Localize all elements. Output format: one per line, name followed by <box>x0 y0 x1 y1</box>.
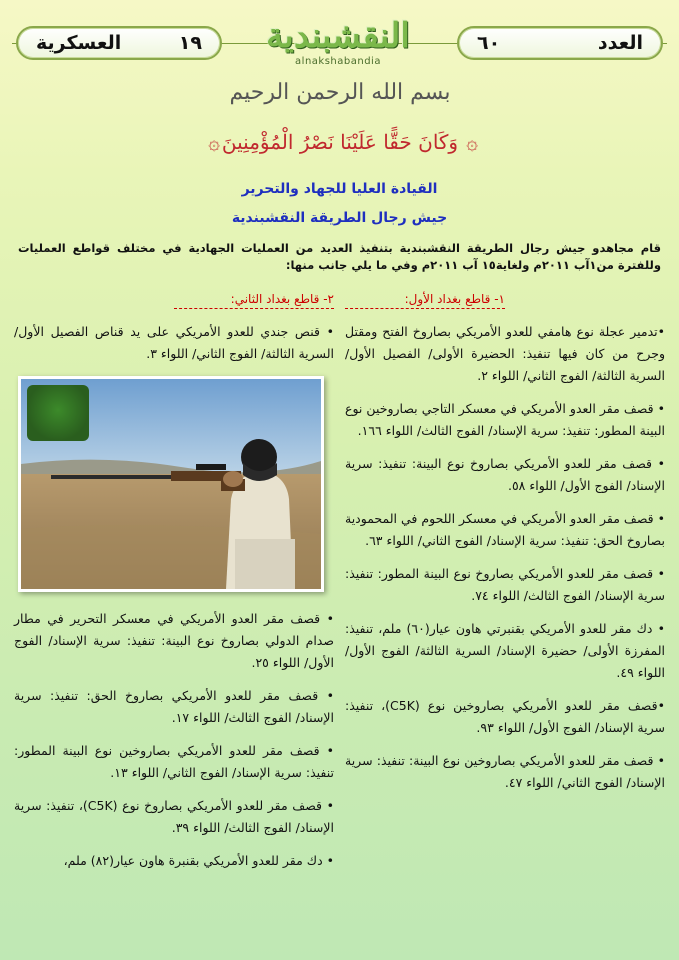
sector-1-heading: ١- قاطع بغداد الأول: <box>345 292 505 309</box>
list-item: • قصف مقر للعدو الأمريكي بصاروخ نوع البينة المطور: تنفيذ: سرية الإسناد/ الفوج الثالث/ اللواء ٧٤. <box>345 566 665 603</box>
title-command: القيادة العليا للجهاد والتحرير <box>241 181 438 197</box>
verse-text: وَكَانَ حَقًّا عَلَيْنَا نَصْرُ الْمُؤْمِنِينَ <box>221 130 459 154</box>
list-item: • قصف مقر العدو الأمريكي في معسكر التاجي بصاروخين نوع البينة المطور: تنفيذ: سرية الإسناد/ الفوج الثالث/ اللواء ١٦٦. <box>345 401 665 438</box>
list-item: •قصف مقر للعدو الأمريكي بصاروخين نوع (C5K)، تنفيذ: سرية الإسناد/ الفوج الأول/ اللواء ٩٣. <box>345 698 665 735</box>
quran-verse <box>200 122 480 162</box>
issue-number: ٦٠ <box>477 32 501 54</box>
section-number: ١٩ <box>178 32 202 54</box>
issue-label: العدد <box>597 32 643 54</box>
list-item: • قصف مقر للعدو الأمريكي بصاروخين نوع البينة المطور: تنفيذ: سرية الإسناد/ الفوج الثاني/ اللواء ١٣. <box>14 743 334 780</box>
logo-arabic: النقشبندية <box>266 16 410 56</box>
title-army: جيش رجال الطريقة النقشبندية <box>231 210 448 226</box>
list-item: • قصف مقر للعدو الأمريكي بصاروخين نوع البينة: تنفيذ: سرية الإسناد/ الفوج الثاني/ اللواء ٤٧. <box>345 753 665 790</box>
logo-latin: alnakshabandia <box>295 56 381 67</box>
list-item: • دك مقر للعدو الأمريكي بقنبرة هاون عيار(٨٢) ملم، <box>63 853 334 868</box>
list-item: • قصف مقر العدو الأمريكي في معسكر اللحوم في المحمودية بصاروخ الحق: تنفيذ: سرية الإسناد/ الفوج الثاني/ اللواء ٦٣. <box>345 511 665 548</box>
list-item: • قصف مقر للعدو الأمريكي بصاروخ نوع البينة: تنفيذ: سرية الإسناد/ الفوج الأول/ اللواء ٥٨. <box>345 456 665 493</box>
list-item: • قصف مقر للعدو الأمريكي بصاروخ الحق: تنفيذ: سرية الإسناد/ الفوج الثالث/ اللواء ١٧. <box>14 688 334 725</box>
list-item: • قصف مقر للعدو الأمريكي بصاروخ نوع (C5K)، تنفيذ: سرية الإسناد/ الفوج الثالث/ اللواء ٣٩. <box>14 798 335 835</box>
section-pill <box>16 26 222 60</box>
army-emblem-icon <box>27 385 89 441</box>
list-item: •تدمير عجلة نوع هامفي للعدو الأمريكي بصاروخ الفتح ومقتل وجرح من كان فيها تنفيذ: الحضيرة الأولى/ الفصيل الأول/ السرية الثالثة/ الفوج الثاني/ اللواء ٢. <box>345 324 665 383</box>
sector-2-heading: ٢- قاطع بغداد الثاني: <box>174 292 334 309</box>
issue-pill <box>457 26 663 60</box>
sector-2-column <box>14 292 334 883</box>
intro-paragraph: قام مجاهدو جيش رجال الطريقة النقشبندية بتنفيذ العديد من العمليات الجهادية في مختلف قواطع العمليات وللفترة من١آب ٢٠١١م ولغاية١٥ آب ٢٠١١م وفي ما يلي جانب منها: <box>18 241 661 272</box>
sector-1-column <box>345 292 665 805</box>
list-item: • دك مقر للعدو الأمريكي بقنبرتي هاون عيار(٦٠) ملم، تنفيذ: المفرزة الأولى/ حضيرة الإسناد/ السرية الثالثة/ الفوج الأول/ اللواء ٤٩. <box>345 621 665 680</box>
ornament-left-icon: ۞ <box>208 130 220 154</box>
bismillah-calligraphy: بسم الله الرحمن الرحيم <box>229 80 451 105</box>
ornament-right-icon: ۞ <box>466 130 478 154</box>
sniper-photo <box>18 376 324 592</box>
publication-logo <box>238 16 438 76</box>
list-item: • قنص جندي للعدو الأمريكي على يد قناص الفصيل الأول/ السرية الثالثة/ الفوج الثاني/ اللواء ٣. <box>14 324 334 361</box>
list-item: • قصف مقر العدو الأمريكي في معسكر التحرير في مطار صدام الدولي بصاروخ نوع البينة: تنفيذ: سرية الإسناد/ الفوج الأول/ اللواء ٢٥. <box>14 611 334 670</box>
section-label: العسكرية <box>36 32 122 54</box>
